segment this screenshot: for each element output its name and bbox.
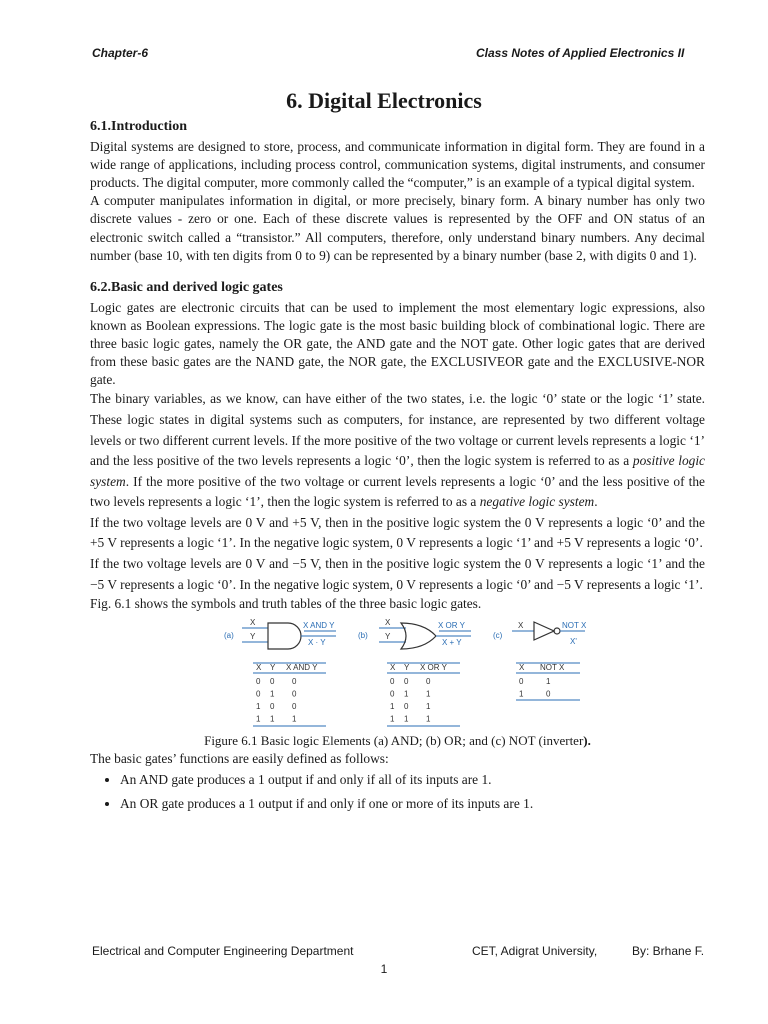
paragraph (90, 389, 705, 513)
or-tag: (b) (358, 631, 368, 641)
and-input-y-label: Y (250, 632, 256, 642)
not-input-label: X (518, 621, 524, 631)
not-tag: (c) (493, 631, 503, 641)
or-table-cell: 0 (404, 702, 409, 712)
and-gate-symbol (268, 623, 301, 649)
and-table-cell: 1 (256, 702, 261, 712)
or-input-x-label: X (385, 618, 391, 628)
paragraph: Logic gates are electronic circuits that can be used to implement the most elementary logic expressions, also known as Boolean expressions. The logic gate is the most basic building block of combinational logic. There are three basic logic gates, namely the OR gate, the AND gate and the NOT gate. Other logic gates that are derived from these basic gates are the NAND gate, the NOR gate, the EXCLUSIVEOR gate and the EXCLUSIVE-NOR gate. (90, 299, 705, 388)
section-heading-logic-gates: 6.2.Basic and derived logic gates (90, 279, 283, 295)
list-item: • An AND gate produces a 1 output if and only if all of its inputs are 1. (120, 771, 705, 789)
or-table-header: X OR Y (420, 663, 447, 673)
and-table-cell: 0 (256, 677, 261, 687)
not-table-cell: 1 (519, 689, 524, 699)
text-run: The binary variables, as we know, can have either of the two states, i.e. the logic ‘0’ state or the logic ‘1’ state. These logic states in digital systems such as computers, for instance, are represented by two different voltage levels or two different current levels. If the more positive of the two voltage or current levels represents a logic ‘1’ and the less positive of the two levels represents a logic ‘0’, then the logic system is referred to as a (90, 391, 705, 469)
or-table-cell: 1 (404, 689, 409, 699)
not-output-expression: X' (570, 637, 577, 647)
and-table-header: X AND Y (286, 663, 318, 673)
paragraph: Fig. 6.1 shows the symbols and truth tables of the three basic logic gates. (90, 596, 482, 612)
or-gate-symbol (401, 623, 436, 649)
not-table-cell: 0 (546, 689, 551, 699)
text-run: . If the more positive of the two voltage or current levels represents a logic ‘0’ and the less positive of the two levels represents a logic ‘1’, then the logic system is referred to as a (90, 473, 705, 510)
or-table-cell: 0 (390, 689, 395, 699)
footer-author: By: Brhane F. (632, 944, 705, 958)
or-table-cell: 1 (390, 714, 395, 724)
paragraph: If the two voltage levels are 0 V and +5 V, then in the positive logic system the 0 V represents a logic ‘0’ and the +5 V represents a logic ‘1’. In the negative logic system, 0 V represents a logic ‘1’ and +5 V represents a logic ‘0’. (90, 514, 705, 551)
or-table-cell: 0 (390, 677, 395, 687)
footer-department: Electrical and Computer Engineering Department (92, 944, 354, 958)
footer-university: CET, Adigrat University, (472, 944, 598, 958)
page-body (90, 118, 705, 819)
and-table-cell: 1 (292, 714, 297, 724)
or-table-header: Y (404, 663, 410, 673)
and-input-x-label: X (250, 618, 256, 628)
paragraph: If the two voltage levels are 0 V and −5 V, then in the positive logic system the 0 V represents a logic ‘1’ and the −5 V represents a logic ‘0’. In the negative logic system, 0 V represents a logic ‘0’ and −5 V represents a logic ‘1’. (90, 556, 705, 592)
logic-gates-figure (90, 618, 705, 730)
or-table-cell: 1 (390, 702, 395, 712)
and-output-label: X AND Y (303, 621, 335, 631)
text-run: . (594, 494, 598, 510)
or-table-cell: 1 (426, 714, 431, 724)
or-input-y-label: Y (385, 632, 391, 642)
paragraph: A computer manipulates information in digital, or more precisely, binary form. A binary number has only two discrete values - zero or one. Each of these discrete values is represented by the OFF and ON status of an electronic switch called a “transistor.” All computers, therefore, only understand binary numbers. Any decimal number (base 10, with ten digits from 0 to 9) can be represented by a binary number (base 2, with digits 0 and 1). (90, 193, 705, 263)
and-tag: (a) (224, 631, 234, 641)
or-table-cell: 1 (426, 702, 431, 712)
and-table-cell: 0 (292, 689, 297, 699)
and-table-cell: 1 (256, 714, 261, 724)
paragraph: Digital systems are designed to store, process, and communicate information in digital form. They are found in a wide range of applications, including process control, communication systems, digital instruments, and consumer products. The digital computer, more commonly called the “computer,” is an example of a typical digital system. (90, 139, 705, 191)
caption-text: Figure 6.1 Basic logic Elements (a) AND; (b) OR; and (c) NOT (inverter (204, 733, 584, 749)
and-table-header: Y (270, 663, 276, 673)
and-table-cell: 1 (270, 714, 275, 724)
or-table-cell: 0 (426, 677, 431, 687)
section-heading-introduction: 6.1.Introduction (90, 119, 187, 134)
or-table-cell: 0 (404, 677, 409, 687)
chapter-title: 6. Digital Electronics (286, 88, 482, 113)
page-number: 1 (380, 962, 388, 976)
or-table-header: X (390, 663, 396, 673)
or-table-cell: 1 (426, 689, 431, 699)
not-table-header: X (519, 663, 525, 673)
gate-definitions-list (90, 771, 705, 813)
and-table-cell: 0 (292, 677, 297, 687)
not-output-label: NOT X (562, 621, 587, 631)
and-table-header: X (256, 663, 262, 673)
or-output-label: X OR Y (438, 621, 465, 631)
list-item: • An OR gate produces a 1 output if and only if one or more of its inputs are 1. (120, 795, 705, 813)
or-table-cell: 1 (404, 714, 409, 724)
not-gate-symbol (534, 622, 554, 640)
running-header-left: Chapter-6 (92, 46, 149, 60)
caption-end: ). (583, 733, 591, 749)
not-table-header: NOT X (540, 663, 565, 673)
figure-caption (90, 732, 705, 750)
figure-6-1 (90, 618, 705, 730)
and-table-cell: 0 (270, 677, 275, 687)
and-table-cell: 0 (292, 702, 297, 712)
and-table-cell: 0 (270, 702, 275, 712)
and-table-cell: 1 (270, 689, 275, 699)
term-negative-logic: negative logic system (479, 494, 595, 510)
and-output-expression: X · Y (308, 638, 326, 648)
paragraph: The basic gates’ functions are easily defined as follows: (90, 751, 389, 767)
term-positive-logic: positive logic system (90, 453, 705, 489)
running-header-right: Class Notes of Applied Electronics II (476, 46, 685, 60)
and-table-cell: 0 (256, 689, 261, 699)
truth-tables (256, 663, 565, 724)
not-table-cell: 0 (519, 677, 524, 687)
logic-levels-block (90, 389, 705, 595)
or-output-expression: X + Y (442, 638, 462, 648)
not-table-cell: 1 (546, 677, 551, 687)
